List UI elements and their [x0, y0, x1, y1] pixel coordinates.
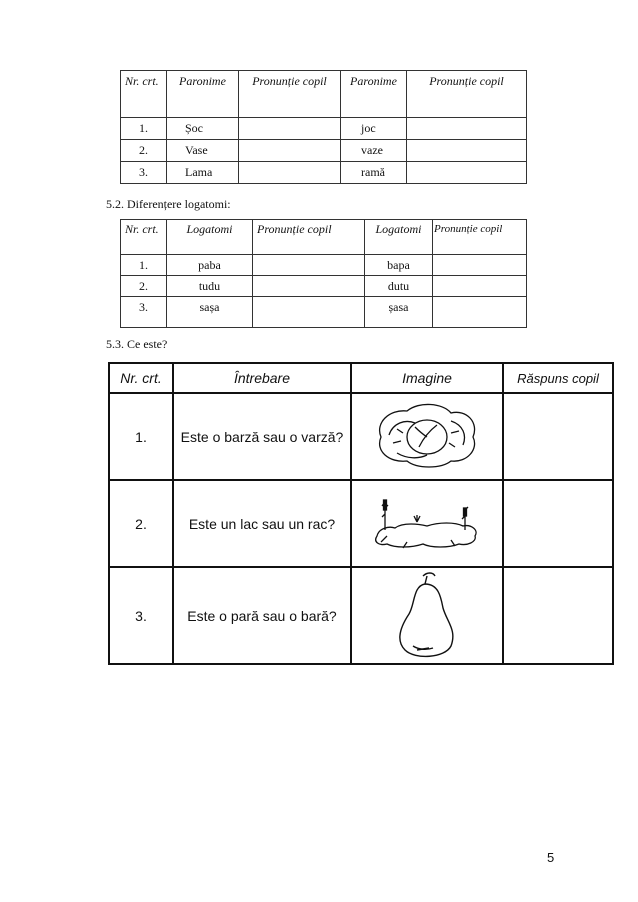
table-row: [109, 393, 613, 480]
paronym-cell: ramă: [341, 162, 407, 184]
answer-cell[interactable]: [503, 567, 613, 664]
table-row: [109, 567, 613, 664]
paronym-cell: Lama: [167, 162, 239, 184]
row-number: 2.: [109, 480, 173, 567]
answer-cell[interactable]: [433, 276, 527, 297]
cabbage-icon: [367, 399, 487, 471]
header-cell: Pronunție copil: [407, 71, 527, 118]
row-number: 3.: [109, 567, 173, 664]
pear-icon: [387, 568, 467, 660]
header-cell: Paronime: [341, 71, 407, 118]
answer-cell[interactable]: [503, 393, 613, 480]
header-cell: Întrebare: [173, 363, 351, 393]
paronym-cell: Șoc: [167, 118, 239, 140]
question-cell: Este o barză sau o varză?: [173, 393, 351, 480]
logatom-cell: bapa: [365, 255, 433, 276]
paronym-cell: Vase: [167, 140, 239, 162]
row-number: 2.: [121, 276, 167, 297]
row-number: 1.: [121, 255, 167, 276]
row-number: 3.: [121, 297, 167, 328]
logatoms-table: [120, 219, 527, 328]
lake-icon: [367, 486, 487, 558]
table-row: [121, 297, 527, 328]
image-cell: [351, 393, 503, 480]
answer-cell[interactable]: [503, 480, 613, 567]
table-row: [121, 255, 527, 276]
image-cell: [351, 567, 503, 664]
header-cell: Pronunție copil: [239, 71, 341, 118]
answer-cell[interactable]: [239, 162, 341, 184]
logatom-cell: dutu: [365, 276, 433, 297]
logatom-cell: tudu: [167, 276, 253, 297]
table-row: [121, 162, 527, 184]
table-header-row: [121, 220, 527, 255]
paronym-cell: vaze: [341, 140, 407, 162]
table-row: [121, 140, 527, 162]
answer-cell[interactable]: [433, 297, 527, 328]
table-header-row: [121, 71, 527, 118]
section-title: 5.2. Diferențere logatomi:: [106, 197, 231, 211]
section-title: 5.3. Ce este?: [106, 337, 168, 351]
image-cell: [351, 480, 503, 567]
what-is-it-table: [108, 362, 614, 665]
table-row: [109, 480, 613, 567]
row-number: 2.: [121, 140, 167, 162]
header-cell: Nr. crt.: [109, 363, 173, 393]
row-number: 1.: [121, 118, 167, 140]
header-cell: Pronunție copil: [433, 220, 527, 255]
logatom-cell: paba: [167, 255, 253, 276]
header-cell: Paronime: [167, 71, 239, 118]
table-row: [121, 276, 527, 297]
header-cell: Logatomi: [167, 220, 253, 255]
logatom-cell: șasa: [365, 297, 433, 328]
page-number: 5: [547, 850, 555, 865]
question-cell: Este un lac sau un rac?: [173, 480, 351, 567]
table-header-row: [109, 363, 613, 393]
header-cell: Nr. crt.: [121, 71, 167, 118]
answer-cell[interactable]: [239, 140, 341, 162]
header-cell: Pronunție copil: [253, 220, 365, 255]
answer-cell[interactable]: [239, 118, 341, 140]
paronyms-table: [120, 70, 527, 184]
answer-cell[interactable]: [433, 255, 527, 276]
header-cell: Nr. crt.: [121, 220, 167, 255]
question-cell: Este o pară sau o bară?: [173, 567, 351, 664]
table-row: [121, 118, 527, 140]
answer-cell[interactable]: [253, 297, 365, 328]
header-cell: Imagine: [351, 363, 503, 393]
answer-cell[interactable]: [253, 255, 365, 276]
answer-cell[interactable]: [407, 140, 527, 162]
row-number: 3.: [121, 162, 167, 184]
header-cell: Răspuns copil: [503, 363, 613, 393]
row-number: 1.: [109, 393, 173, 480]
paronym-cell: joc: [341, 118, 407, 140]
answer-cell[interactable]: [407, 162, 527, 184]
header-cell: Logatomi: [365, 220, 433, 255]
answer-cell[interactable]: [253, 276, 365, 297]
logatom-cell: sașa: [167, 297, 253, 328]
answer-cell[interactable]: [407, 118, 527, 140]
